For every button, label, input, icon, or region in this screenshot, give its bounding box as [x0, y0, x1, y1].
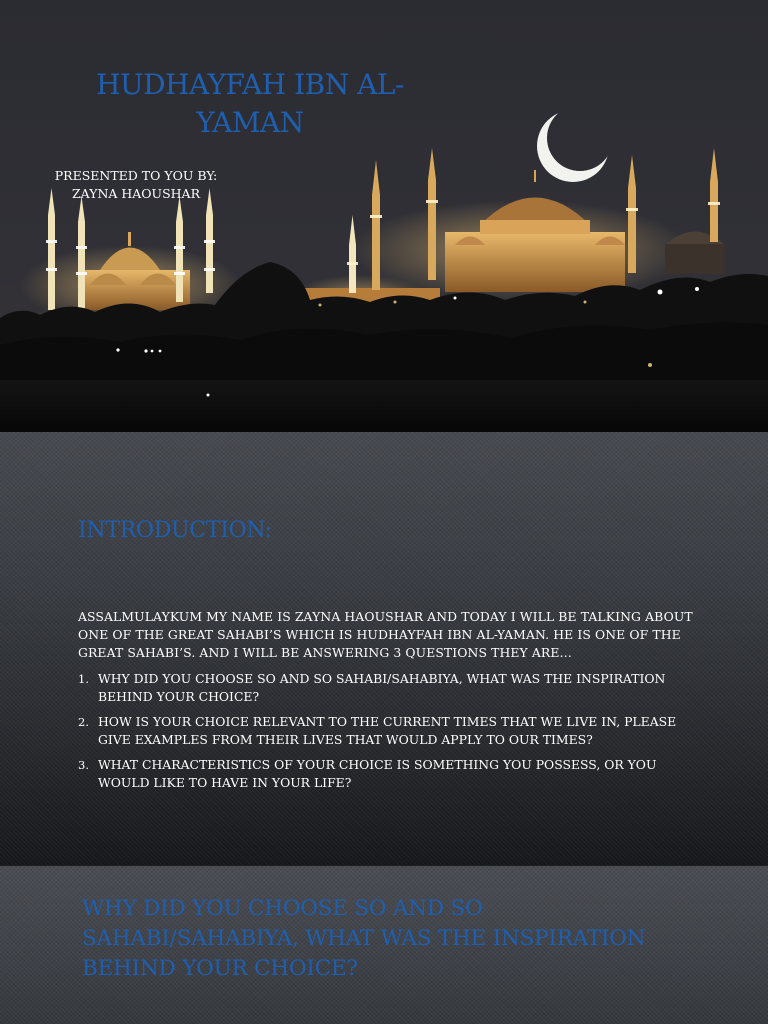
list-item	[78, 670, 708, 706]
question-text: HOW IS YOUR CHOICE RELEVANT TO THE CURRENT TIMES THAT WE LIVE IN, PLEASE GIVE EXAMPLES FROM THEIR LIVES THAT WOULD APPLY TO OUR TIMES?	[98, 714, 677, 747]
introduction-slide	[0, 432, 768, 865]
question-one-heading: WHY DID YOU CHOOSE SO AND SO SAHABI/SAHABIYA, WHAT WAS THE INSPIRATION BEHIND YOUR CHOICE?	[82, 896, 646, 981]
crescent-moon-icon	[537, 110, 609, 182]
list-item	[78, 756, 708, 792]
presentation-title: HUDHAYFAH IBN AL-YAMAN	[96, 68, 404, 139]
introduction-heading: INTRODUCTION:	[78, 518, 272, 543]
list-item	[78, 713, 708, 749]
question-text: WHAT CHARACTERISTICS OF YOUR CHOICE IS SOMETHING YOU POSSESS, OR YOU WOULD LIKE TO HAVE IN YOUR LIFE?	[98, 757, 657, 790]
questions-list	[78, 670, 708, 799]
question-one-slide	[0, 866, 768, 1024]
byline-label: PRESENTED TO YOU BY:	[54, 168, 218, 183]
list-number: 3.	[78, 758, 89, 772]
mosque-night-photo	[0, 0, 768, 432]
list-number: 1.	[78, 672, 89, 686]
title-slide	[0, 0, 768, 432]
introduction-paragraph: ASSALMULAYKUM MY NAME IS ZAYNA HAOUSHAR AND TODAY I WILL BE TALKING ABOUT ONE OF THE GREAT SAHABI’S WHICH IS HUDHAYFAH IBN AL-YAMAN. HE IS ONE OF THE GREAT SAHABI’S. AND I WILL BE ANSWERING 3 QUESTIONS THEY ARE…	[78, 609, 693, 660]
question-text: WHY DID YOU CHOOSE SO AND SO SAHABI/SAHABIYA, WHAT WAS THE INSPIRATION BEHIND YOUR CHOICE?	[98, 671, 666, 704]
presenter-name: ZAYNA HAOUSHAR	[71, 186, 200, 201]
presenter-byline	[36, 167, 236, 203]
list-number: 2.	[78, 715, 89, 729]
